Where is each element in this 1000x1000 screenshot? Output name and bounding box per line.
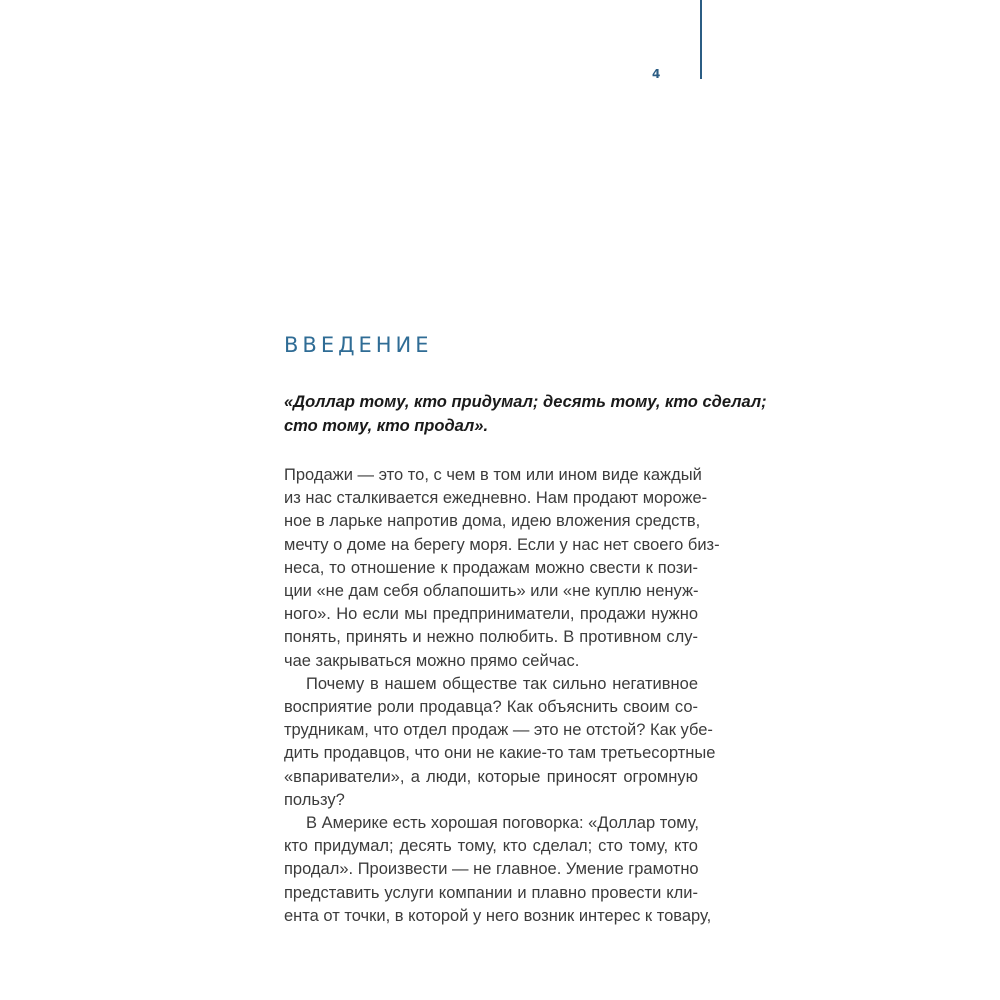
page-edge-rule <box>700 0 702 79</box>
text-line: мечту о доме на берегу моря. Если у нас нет своего биз- <box>284 535 720 554</box>
text-line: «впариватели», а люди, которые приносят огромную <box>284 767 698 786</box>
paragraph-3 <box>284 812 712 928</box>
text-line: понять, принять и нежно полюбить. В противном слу- <box>284 628 698 647</box>
epigraph-line: «Доллар тому, кто придумал; десять тому, кто сделал; <box>284 393 767 411</box>
text-line: ции «не дам себя облапошить» или «не куплю ненуж- <box>284 582 699 601</box>
page-number: 4 <box>652 67 661 81</box>
paragraph-1 <box>284 464 720 673</box>
text-line: ное в ларьке напротив дома, идею вложения средств, <box>284 512 701 531</box>
text-line: Почему в нашем обществе так сильно негативное <box>306 674 698 693</box>
text-line: неса, то отношение к продажам можно свести к пози- <box>284 558 698 577</box>
chapter-title: ВВЕДЕНИЕ <box>284 333 433 357</box>
text-line: представить услуги компании и плавно провести кли- <box>284 883 698 902</box>
text-line: пользу? <box>284 790 345 809</box>
epigraph <box>284 390 767 438</box>
text-line: ента от точки, в которой у него возник интерес к товару, <box>284 906 712 925</box>
page-content <box>284 330 767 928</box>
text-line: дить продавцов, что они не какие-то там третьесортные <box>284 744 716 763</box>
text-line: чае закрываться можно прямо сейчас. <box>284 651 580 670</box>
text-line: Продажи — это то, с чем в том или ином виде каждый <box>284 466 702 484</box>
text-line: В Америке есть хорошая поговорка: «Доллар тому, <box>306 814 699 833</box>
text-line: продал». Произвести — не главное. Умение грамотно <box>284 860 699 879</box>
text-line: из нас сталкивается ежедневно. Нам продают мороже- <box>284 489 708 508</box>
text-line: восприятие роли продавца? Как объяснить своим со- <box>284 698 698 717</box>
paragraph-2 <box>284 673 716 812</box>
text-line: кто придумал; десять тому, кто сделал; сто тому, кто <box>284 837 698 856</box>
text-line: трудникам, что отдел продаж — это не отстой? Как убе- <box>284 721 713 740</box>
text-line: ного». Но если мы предприниматели, продажи нужно <box>284 605 698 624</box>
epigraph-line: сто тому, кто продал». <box>284 417 489 435</box>
